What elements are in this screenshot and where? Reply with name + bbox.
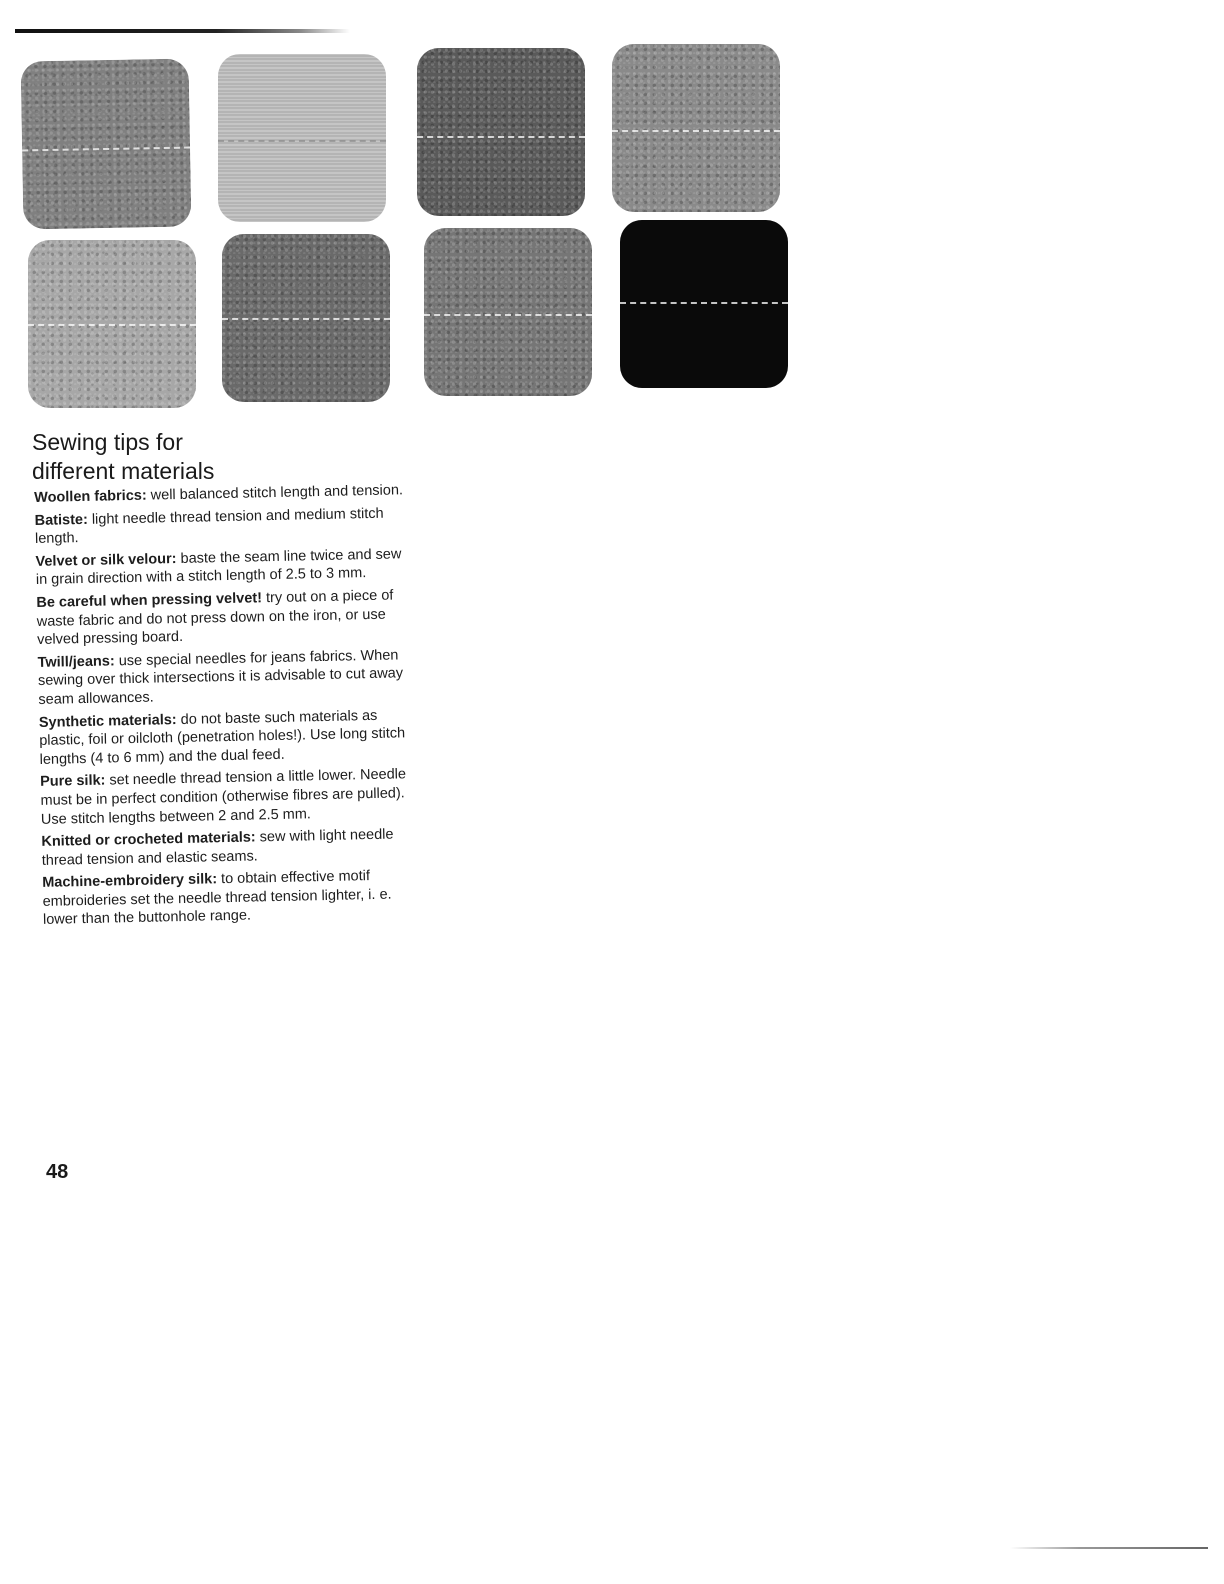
tip-pure-silk xyxy=(40,765,417,829)
tip-text: sew with light needle thread tension and elastic seams. xyxy=(41,826,394,869)
tip-text: to obtain effective motif embroideries set the needle thread tension lighter, i. e. lower than the buttonhole range. xyxy=(42,868,392,929)
fabric-swatch-batiste xyxy=(218,54,386,222)
seam-stitch-line xyxy=(28,324,196,326)
tips-list xyxy=(34,481,419,934)
tip-twill-jeans xyxy=(37,646,414,710)
tip-text: do not baste such materials as plastic, foil or oilcloth (penetration holes!). Use long stitch lengths (4 to 6 mm) and the dual feed. xyxy=(39,707,406,768)
fabric-swatch-embroidery-silk xyxy=(620,220,788,388)
tip-text: try out on a piece of waste fabric and do not press down on the iron, or use velved pressing board. xyxy=(36,587,394,649)
seam-stitch-line xyxy=(22,147,190,152)
tip-text: well balanced stitch length and tension. xyxy=(146,482,404,504)
tip-synthetic-materials xyxy=(39,706,416,770)
tip-term: Knitted or crocheted materials: xyxy=(41,829,256,851)
top-rule xyxy=(15,29,350,33)
tip-batiste xyxy=(34,504,411,549)
tip-term: Batiste: xyxy=(34,511,89,529)
seam-stitch-line xyxy=(424,314,592,316)
seam-stitch-line xyxy=(620,302,788,304)
tip-term: Woollen fabrics: xyxy=(34,487,147,506)
fabric-swatch-velvet xyxy=(417,48,585,216)
tip-text: baste the seam line twice and sew in grain direction with a stitch length of 2.5 to 3 mm. xyxy=(35,546,402,589)
tip-term: Velvet or silk velour: xyxy=(35,550,177,570)
fabric-swatch-twill xyxy=(612,44,780,212)
page-number-text: 48 xyxy=(46,1161,69,1183)
seam-stitch-line xyxy=(222,318,390,320)
fabric-swatch-silk xyxy=(222,234,390,402)
tip-pressing-velvet xyxy=(36,586,413,650)
fabric-swatch-woollen xyxy=(21,59,192,230)
tip-term: Synthetic materials: xyxy=(38,711,177,731)
tip-text: light needle thread tension and medium stitch length. xyxy=(34,505,384,548)
fabric-swatch-knitted xyxy=(424,228,592,396)
fabric-swatch-synthetic xyxy=(28,240,196,408)
seam-stitch-line xyxy=(218,140,386,142)
page-number xyxy=(46,1161,69,1183)
tip-term: Machine-embroidery silk: xyxy=(42,871,218,892)
tip-knitted-crocheted xyxy=(41,825,418,870)
tip-term: Be careful when pressing velvet! xyxy=(36,590,263,611)
section-title xyxy=(32,428,412,486)
tip-velvet-silk-velour xyxy=(35,545,412,590)
section-title-line-2: different materials xyxy=(32,458,215,484)
tip-term: Twill/jeans: xyxy=(37,653,115,671)
tip-machine-embroidery-silk xyxy=(42,866,419,930)
bottom-rule xyxy=(1010,1547,1208,1549)
tip-text: use special needles for jeans fabrics. When sewing over thick intersections it is advisable to cut away seam allowances. xyxy=(37,647,404,708)
section-title-line-1: Sewing tips for xyxy=(32,429,183,455)
seam-stitch-line xyxy=(612,130,780,132)
tip-term: Pure silk: xyxy=(39,772,106,791)
seam-stitch-line xyxy=(417,136,585,138)
tip-text: set needle thread tension a little lower. Needle must be in perfect condition (otherwise fibres are pulled). Use stitch lengths between 2 and 2.5 mm. xyxy=(40,766,407,828)
